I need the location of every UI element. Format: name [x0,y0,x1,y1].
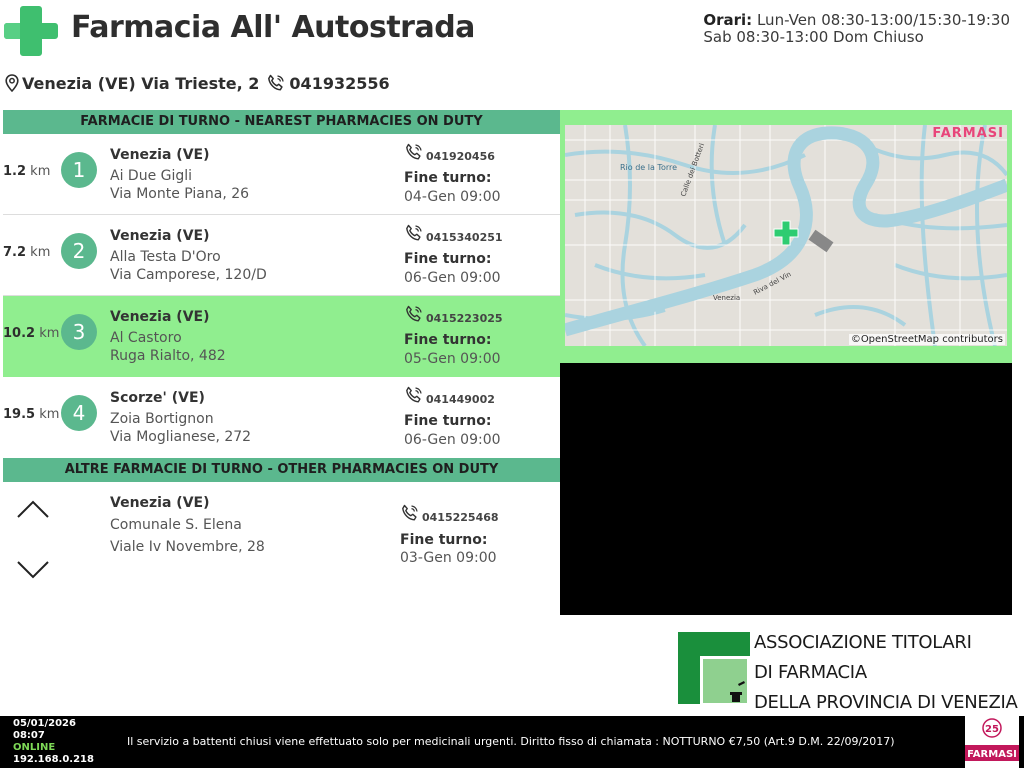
hours-weekdays: Lun-Ven 08:30-13:00/15:30-19:30 [756,11,1010,29]
map[interactable] [565,125,1007,346]
distance: 10.2 km [3,326,60,341]
page-title: Farmacia All' Autostrada [71,10,475,45]
pharmacy-city: Venezia (VE) [110,309,210,325]
pharmacy-city: Venezia (VE) [110,147,210,163]
phone-icon [267,74,285,92]
pharmacy-city: Venezia (VE) [110,495,210,511]
nearest-pharmacies-heading: FARMACIE DI TURNO - NEAREST PHARMACIES ON DUTY [3,110,560,134]
pharmacy-name: Comunale S. Elena [110,517,242,533]
distance: 1.2 km [3,164,51,179]
pharmacy-phone: 0415225468 [400,504,499,522]
pharmacy-phone: 0415223025 [404,305,503,323]
badge-number: 25 [985,724,999,735]
pharmacy-phone: 041920456 [404,143,495,161]
shift-end-label: Fine turno: [404,332,492,348]
association-name: ASSOCIAZIONE TITOLARI DI FARMACIA DELLA PROVINCIA DI VENEZIA [754,632,1018,713]
rank-badge: 2 [61,233,97,269]
pharmacy-row[interactable] [3,377,560,458]
rank-badge: 3 [61,314,97,350]
phone-icon [404,224,424,242]
map-label: Rio de la Torre [620,163,678,172]
farmasi-badge [965,716,1019,768]
pharmacy-row-selected[interactable] [3,296,560,377]
pharmacy-city: Venezia (VE) [110,228,210,244]
media-panel [560,363,1012,615]
association-emblem-icon [678,632,750,704]
address-row [5,72,390,94]
rank-badge: 4 [61,395,97,431]
map-label: Riva del Vin [752,270,793,297]
hours-weekend: Sab 08:30-13:00 Dom Chiuso [703,28,924,46]
shift-end-value: 03-Gen 09:00 [400,550,497,566]
hours-label: Orari: [703,11,753,29]
other-pharmacies-heading: ALTRE FARMACIE DI TURNO - OTHER PHARMACIES ON DUTY [3,458,560,482]
map-canvas [565,125,1007,346]
current-time: 08:07 [13,730,45,741]
pharmacy-name: Ai Due Gigli [110,168,193,184]
shift-end-label: Fine turno: [404,170,492,186]
scroll-up-arrow-icon[interactable] [16,499,50,519]
pharmacy-name: Al Castoro [110,330,182,346]
shift-end-label: Fine turno: [404,413,492,429]
association-logo [678,632,1018,713]
pharmacy-address: Venezia (VE) Via Trieste, 2 [22,73,260,93]
farmasi-map-logo: FARMASI [932,126,1004,141]
other-pharmacies-list [3,482,560,592]
phone-icon [404,386,424,404]
badge-brand: FARMASI [967,749,1017,760]
phone-icon [404,305,424,323]
distance: 19.5 km [3,407,60,422]
map-panel [560,110,1012,363]
system-status [13,718,94,766]
nearest-pharmacies-list [3,134,560,458]
pharmacy-street: Via Monte Piana, 26 [110,186,250,202]
phone-icon [400,504,420,522]
footer-bar [0,716,1024,768]
pharmacy-cross-icon [4,4,58,58]
phone-icon [404,143,424,161]
shift-end-value: 04-Gen 09:00 [404,189,501,205]
pharmacy-city: Scorze' (VE) [110,390,205,406]
pharmacy-phone: 041932556 [289,73,390,93]
opening-hours [703,12,1010,46]
pharmacy-name: Alla Testa D'Oro [110,249,221,265]
shift-end-value: 05-Gen 09:00 [404,351,501,367]
location-pin-icon [5,74,19,92]
pharmacy-street: Via Moglianese, 272 [110,429,252,445]
shift-end-value: 06-Gen 09:00 [404,432,501,448]
shift-end-label: Fine turno: [400,532,488,548]
shift-end-value: 06-Gen 09:00 [404,270,501,286]
rank-badge: 1 [61,152,97,188]
pharmacy-phone: 041449002 [404,386,495,404]
pharmacy-street: Via Camporese, 120/D [110,267,267,283]
farmasi-anniversary-icon [965,716,1019,768]
distance: 7.2 km [3,245,51,260]
ip-address: 192.168.0.218 [13,754,94,765]
shift-end-label: Fine turno: [404,251,492,267]
current-date: 05/01/2026 [13,718,76,729]
map-label: Calle dei Botteri [679,142,707,198]
pharmacy-row[interactable] [3,215,560,296]
pharmacy-phone: 0415340251 [404,224,503,242]
pharmacy-street: Viale Iv Novembre, 28 [110,539,265,555]
map-label: Venezia [713,294,741,302]
map-attribution[interactable]: ©OpenStreetMap contributors [850,334,1003,345]
scroll-down-arrow-icon[interactable] [16,560,50,580]
service-notice: Il servizio a battenti chiusi viene effettuato solo per medicinali urgenti. Diritto fisso di chiamata : NOTTURNO €7,50 (Art.9 D.M. 22/09/2017) [127,735,895,748]
connection-status: ONLINE [13,742,56,753]
header [0,0,1024,108]
pharmacy-row[interactable] [3,134,560,215]
pharmacy-name: Zoia Bortignon [110,411,214,427]
pharmacy-street: Ruga Rialto, 482 [110,348,226,364]
